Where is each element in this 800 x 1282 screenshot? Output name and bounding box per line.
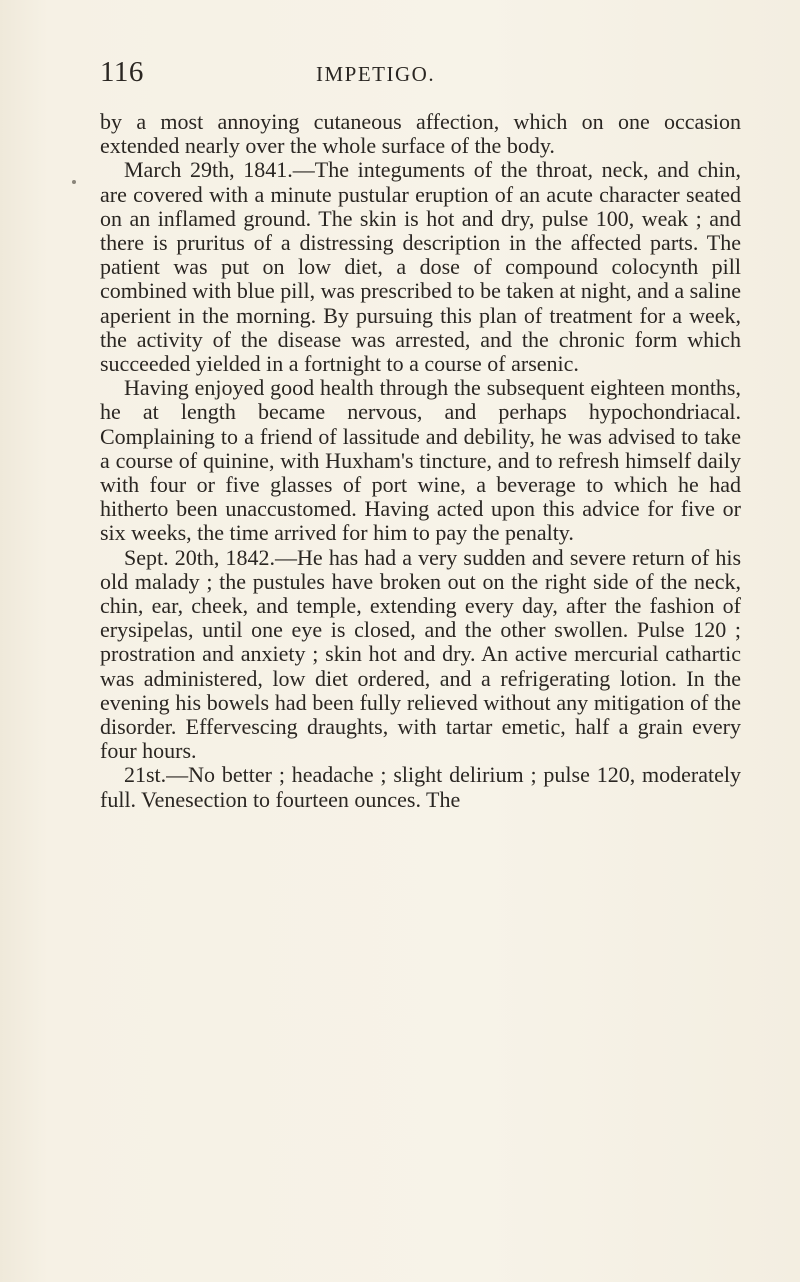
body-text xyxy=(100,110,741,812)
page-header xyxy=(100,56,740,96)
paragraph-march-entry: March 29th, 1841.—The integuments of the throat, neck, and chin, are covered with a minute pustular eruption of an acute character seated on an inflamed ground. The skin is hot and dry, pulse 100, weak ; and there is pruritus of a distressing description in the affected parts. The patient was put on low diet, a dose of compound colocynth pill combined with blue pill, was prescribed to be taken at night, and a saline aperient in the morning. By pursuing this plan of treatment for a week, the activity of the disease was arrested, and the chronic form which succeeded yielded in a fortnight to a course of arsenic. xyxy=(100,157,741,377)
page-number: 116 xyxy=(100,56,144,88)
paragraph-sept-entry: Sept. 20th, 1842.—He has had a very sudden and severe return of his old malady ; the pustules have broken out on the right side of the neck, chin, ear, cheek, and temple, extending every day, after the fashion of erysipelas, until one eye is closed, and the other swollen. Pulse 120 ; prostration and anxiety ; skin hot and dry. An active mercurial cathartic was administered, low diet ordered, and a refrigerating lotion. In the evening his bowels had been fully relieved without any mitigation of the disorder. Effervescing draughts, with tartar emetic, half a grain every four hours. xyxy=(100,544,741,764)
running-head: IMPETIGO. xyxy=(316,62,436,86)
margin-speck xyxy=(72,180,76,184)
paragraph-continuation: by a most annoying cutaneous affection, which on one occasion extended nearly over the whole surface of the body. xyxy=(100,109,741,159)
paragraph-21st-entry: 21st.—No better ; headache ; slight delirium ; pulse 120, moderately full. Venesection to fourteen ounces. The xyxy=(100,762,741,812)
paragraph-relapse-history: Having enjoyed good health through the subsequent eighteen months, he at length became nervous, and perhaps hypochondriacal. Complaining to a friend of lassitude and debility, he was advised to take a course of quinine, with Huxham's tincture, and to refresh himself daily with four or five glasses of port wine, a beverage to which he had hitherto been unaccustomed. Having acted upon this advice for five or six weeks, the time arrived for him to pay the penalty. xyxy=(100,375,741,546)
